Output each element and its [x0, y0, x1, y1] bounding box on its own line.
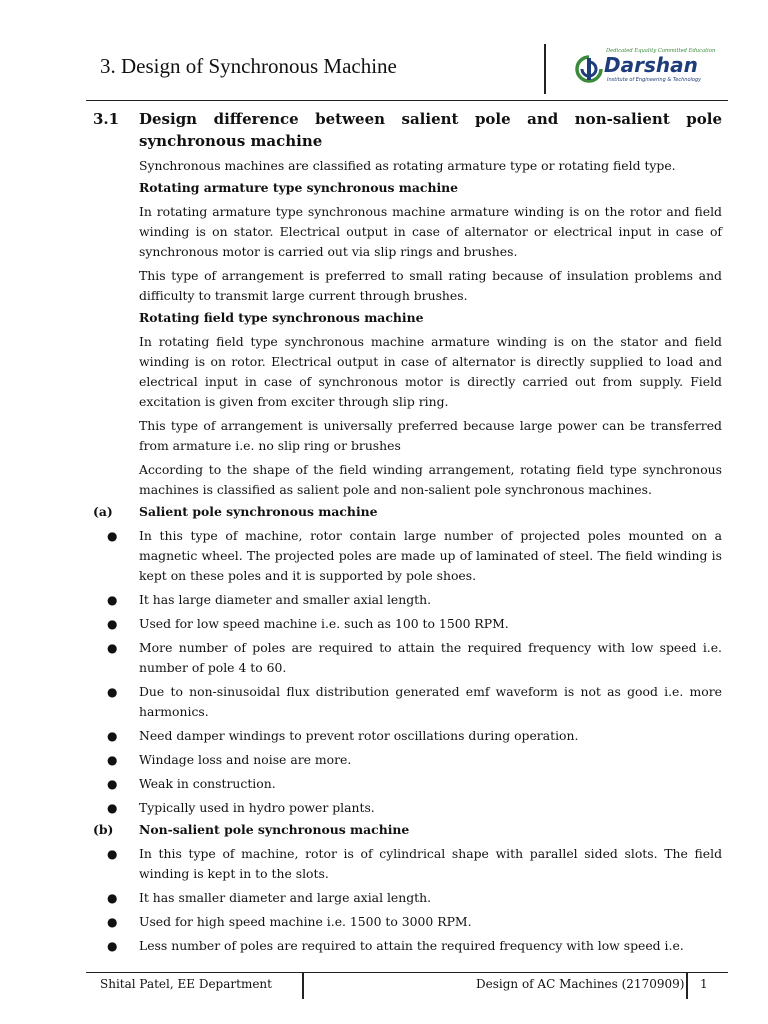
footer-course: Design of AC Machines (2170909): [476, 977, 685, 991]
paragraph: According to the shape of the field winding arrangement, rotating field type synchronous machines is classified as salient pole and non-salient pole synchronous machines.: [139, 462, 722, 497]
subsection-heading-a: [93, 502, 722, 522]
list-item: [93, 750, 722, 770]
list-item: [93, 912, 722, 932]
subsection-title: Salient pole synchronous machine: [139, 504, 378, 519]
darshan-logo: [574, 48, 724, 92]
list-item: [93, 726, 722, 746]
list-item-text: Weak in construction.: [139, 776, 276, 791]
list-item: [93, 844, 722, 884]
paragraph: In rotating armature type synchronous machine armature winding is on the rotor and field winding is on stator. Electrical output in case of alternator or electrical input in case of synchronous motor is carried out via slip rings and brushes.: [139, 204, 722, 259]
page-content: [93, 108, 722, 956]
bullet-icon: ●: [107, 729, 118, 743]
list-item: [93, 526, 722, 586]
bullet-icon: ●: [107, 529, 118, 543]
list-item-text: Windage loss and noise are more.: [139, 752, 352, 767]
paragraph: Synchronous machines are classified as rotating armature type or rotating field type.: [139, 158, 676, 173]
logo-mark-icon: [574, 54, 604, 84]
paragraph: This type of arrangement is universally preferred because large power can be transferred from armature i.e. no slip ring or brushes: [139, 418, 722, 453]
subsection-title: Non-salient pole synchronous machine: [139, 822, 410, 837]
list-item: [93, 798, 722, 818]
bullet-icon: ●: [107, 777, 118, 791]
subheading: Rotating armature type synchronous machine: [139, 180, 459, 195]
list-item-text: In this type of machine, rotor is of cylindrical shape with parallel sided slots. The field winding is kept in to the slots.: [139, 846, 722, 881]
logo-name: Darshan: [604, 53, 698, 77]
list-item-text: More number of poles are required to attain the required frequency with low speed i.e. number of pole 4 to 60.: [139, 640, 722, 675]
bullet-icon: ●: [107, 641, 118, 655]
chapter-title: 3. Design of Synchronous Machine: [100, 54, 397, 78]
list-item: [93, 682, 722, 722]
bullet-icon: ●: [107, 939, 118, 953]
section-number: 3.1: [93, 110, 120, 128]
list-item: [93, 936, 722, 956]
paragraph: In rotating field type synchronous machine armature winding is on the stator and field winding is on rotor. Electrical output in case of alternator is directly supplied to load and electrical input in case of synchronous motor is directly carried out from supply. Field excitation is given from exciter through slip ring.: [139, 334, 722, 409]
list-item-text: Need damper windings to prevent rotor oscillations during operation.: [139, 728, 579, 743]
subsection-label: (b): [93, 822, 114, 837]
list-item-text: It has smaller diameter and large axial length.: [139, 890, 432, 905]
page-header: [86, 38, 728, 101]
list-item-text: Typically used in hydro power plants.: [139, 800, 375, 815]
bullet-icon: ●: [107, 891, 118, 905]
bullet-icon: ●: [107, 847, 118, 861]
bullet-icon: ●: [107, 685, 118, 699]
logo-tagline: Dedicated Equality Committed Education: [606, 48, 716, 54]
subsection-heading-b: [93, 820, 722, 840]
list-item-text: It has large diameter and smaller axial length.: [139, 592, 432, 607]
bullet-icon: ●: [107, 617, 118, 631]
list-item: [93, 774, 722, 794]
section-heading: [93, 108, 722, 152]
header-divider: [544, 44, 546, 94]
bullet-icon: ●: [107, 753, 118, 767]
bullet-icon: ●: [107, 801, 118, 815]
paragraph: This type of arrangement is preferred to small rating because of insulation problems and difficulty to transmit large current through brushes.: [139, 268, 722, 303]
bullet-icon: ●: [107, 593, 118, 607]
page-footer: [86, 972, 728, 1001]
list-item: [93, 638, 722, 678]
logo-subtitle: Institute of Engineering & Technology: [607, 77, 702, 83]
page-number: 1: [700, 977, 708, 991]
footer-author: Shital Patel, EE Department: [100, 977, 272, 991]
subsection-label: (a): [93, 504, 113, 519]
subheading: Rotating field type synchronous machine: [139, 310, 424, 325]
list-item-text: Used for high speed machine i.e. 1500 to 3000 RPM.: [139, 914, 472, 929]
list-item: [93, 888, 722, 908]
list-item: [93, 590, 722, 610]
bullet-icon: ●: [107, 915, 118, 929]
list-item-text: In this type of machine, rotor contain large number of projected poles mounted on a magnetic wheel. The projected poles are made up of laminated of steel. The field winding is kept on these poles and it is supported by pole shoes.: [139, 528, 722, 583]
list-item-text: Less number of poles are required to attain the required frequency with low speed i.e.: [139, 938, 684, 953]
list-item-text: Used for low speed machine i.e. such as 100 to 1500 RPM.: [139, 616, 509, 631]
list-item-text: Due to non-sinusoidal flux distribution generated emf waveform is not as good i.e. more harmonics.: [139, 684, 722, 719]
list-item: [93, 614, 722, 634]
footer-divider: [686, 973, 688, 999]
footer-divider: [302, 973, 304, 999]
section-title: Design difference between salient pole and non-salient pole synchronous machine: [139, 110, 722, 150]
